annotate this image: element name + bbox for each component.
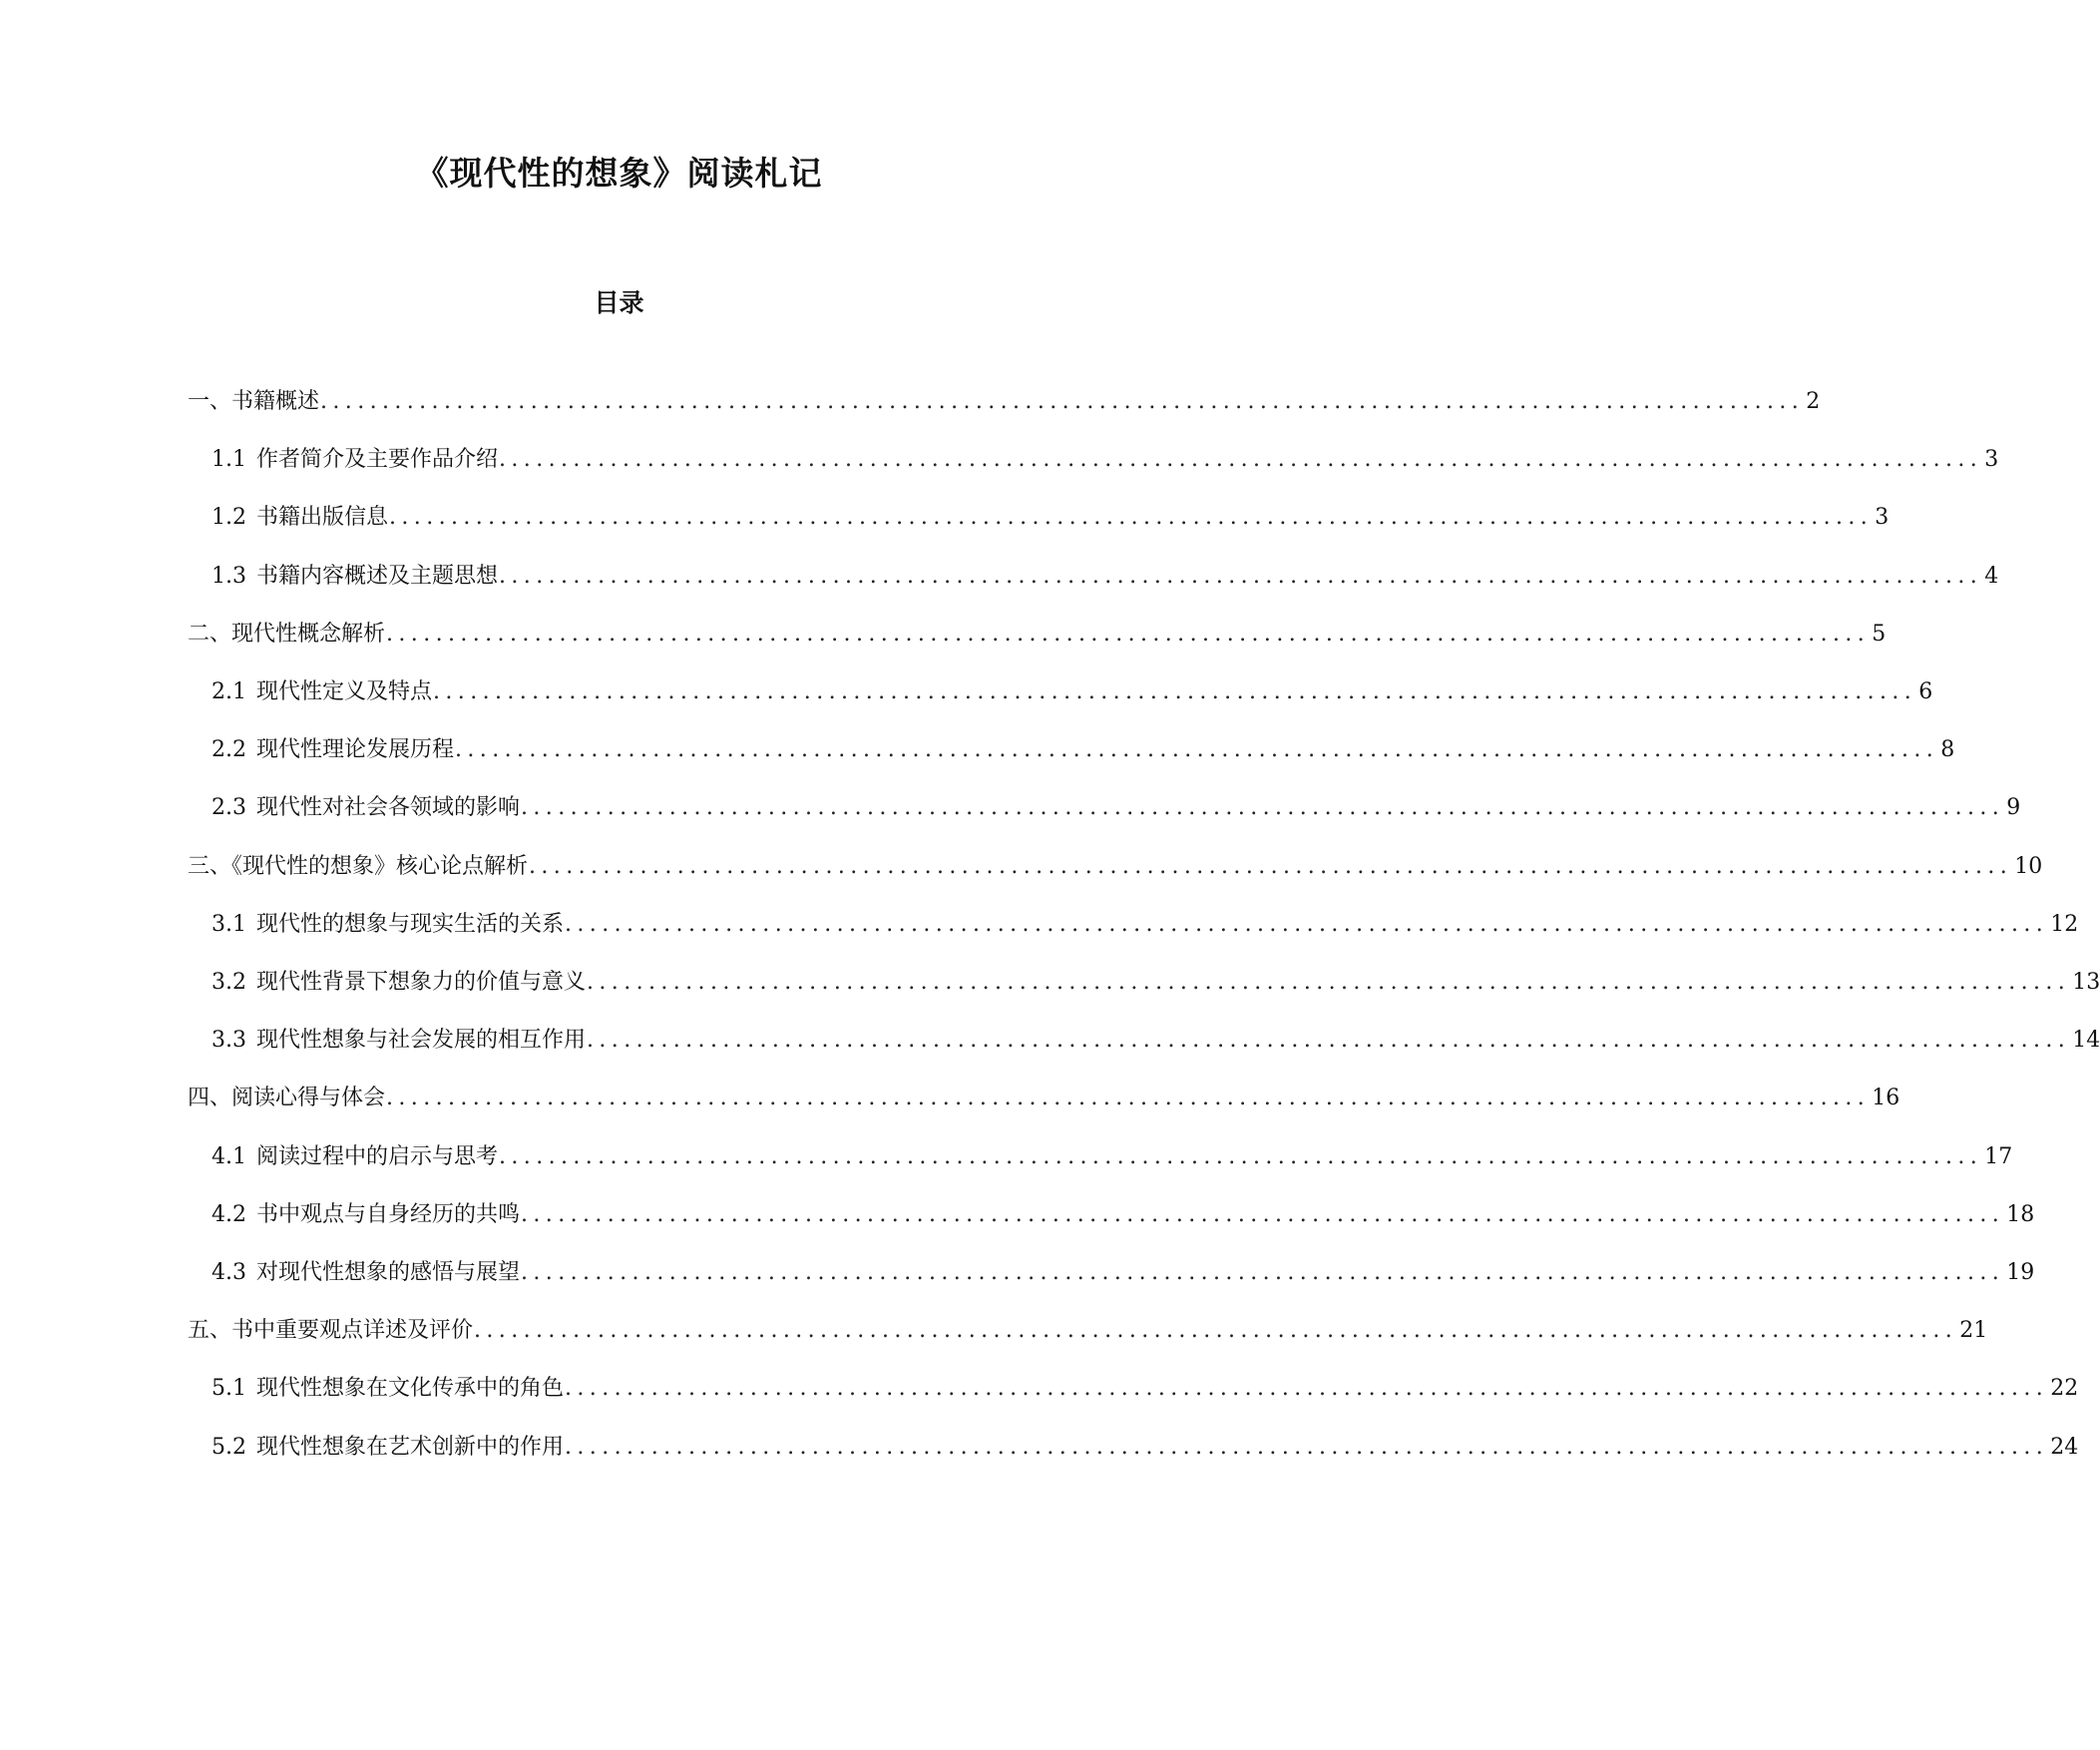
toc-entry[interactable] [211, 1372, 2079, 1406]
toc-entry-label: 现代性定义及特点 [256, 679, 433, 704]
toc-dot-leader: ........................................................................................................................ [587, 970, 2071, 995]
toc-entry[interactable] [211, 791, 2021, 825]
toc-entry-number: 1.2 [211, 505, 246, 531]
toc-dot-leader: ........................................................................................................................ [455, 737, 1939, 763]
toc-entry-label: 四、阅读心得与体会 [188, 1086, 386, 1111]
toc-entry[interactable] [211, 1024, 2100, 1058]
toc-entry-page-number: 12 [2050, 911, 2079, 937]
toc-entry-label: 书中观点与自身经历的共鸣 [256, 1201, 521, 1227]
toc-entry[interactable] [211, 560, 1999, 594]
toc-entry-label: 阅读过程中的启示与思考 [256, 1143, 499, 1169]
toc-entry-page-number: 16 [1872, 1086, 1900, 1111]
toc-entry-page-number: 18 [2006, 1201, 2035, 1227]
toc-entry-label: 现代性的想象与现实生活的关系 [256, 911, 565, 937]
toc-entry[interactable] [188, 1082, 1900, 1115]
toc-entry-page-number: 17 [1984, 1143, 2013, 1169]
toc-dot-leader: ........................................................................................................................ [433, 679, 1917, 704]
toc-entry[interactable] [211, 1140, 2013, 1174]
toc-entry[interactable] [188, 1314, 1988, 1348]
toc-dot-leader: ........................................................................................................................ [499, 447, 1983, 473]
toc-entry-label: 书籍出版信息 [256, 505, 389, 531]
toc-entry-page-number: 3 [1984, 447, 1999, 473]
toc-entry-page-number: 4 [1984, 563, 1999, 589]
toc-dot-leader: ........................................................................................................................ [320, 389, 1805, 414]
toc-entry-number: 2.1 [211, 679, 246, 704]
toc-entry[interactable] [211, 501, 1890, 535]
toc-entry-label: 三、《现代性的想象》核心论点解析 [188, 853, 529, 879]
toc-dot-leader: ........................................................................................................................ [521, 1260, 2005, 1285]
toc-entry[interactable] [211, 1256, 2035, 1290]
toc-entry-label: 现代性想象在艺术创新中的作用 [256, 1434, 565, 1460]
document-title: 《现代性的想象》阅读札记 [415, 154, 823, 193]
toc-entry-number: 4.2 [211, 1201, 246, 1227]
toc-entry-page-number: 21 [1959, 1318, 1988, 1344]
toc-entry-label: 现代性想象与社会发展的相互作用 [256, 1028, 587, 1054]
toc-entry-label: 对现代性想象的感悟与展望 [256, 1260, 521, 1285]
toc-dot-leader: ........................................................................................................................ [529, 853, 2013, 879]
toc-entry-label: 书籍内容概述及主题思想 [256, 563, 499, 589]
toc-entry-label: 现代性理论发展历程 [256, 737, 455, 763]
toc-entry-page-number: 8 [1940, 737, 1955, 763]
toc-entry-page-number: 3 [1875, 505, 1890, 531]
toc-entry[interactable] [188, 385, 1821, 419]
toc-dot-leader: ........................................................................................................................ [521, 795, 2005, 821]
toc-dot-leader: ........................................................................................................................ [386, 621, 1871, 647]
toc-entry-page-number: 14 [2072, 1028, 2100, 1054]
toc-dot-leader: ........................................................................................................................ [521, 1201, 2005, 1227]
toc-dot-leader: ........................................................................................................................ [565, 911, 2049, 937]
toc-entry-label: 作者简介及主要作品介绍 [256, 447, 499, 473]
toc-entry-page-number: 13 [2072, 970, 2100, 995]
toc-dot-leader: ........................................................................................................................ [499, 1143, 1983, 1169]
toc-heading: 目录 [594, 288, 644, 317]
toc-entry[interactable] [211, 733, 1955, 767]
toc-entry-number: 1.3 [211, 563, 246, 589]
toc-dot-leader: ........................................................................................................................ [386, 1086, 1871, 1111]
toc-entry-page-number: 9 [2006, 795, 2021, 821]
toc-entry-page-number: 6 [1918, 679, 1933, 704]
toc-entry[interactable] [188, 850, 2043, 884]
toc-entry-number: 2.2 [211, 737, 246, 763]
toc-entry-label: 现代性想象在文化传承中的角色 [256, 1376, 565, 1402]
toc-entry-number: 5.2 [211, 1434, 246, 1460]
toc-entry-number: 3.2 [211, 970, 246, 995]
toc-dot-leader: ........................................................................................................................ [565, 1434, 2049, 1460]
toc-entry-label: 现代性背景下想象力的价值与意义 [256, 970, 587, 995]
toc-entry-page-number: 5 [1872, 621, 1887, 647]
toc-entry[interactable] [211, 1431, 2079, 1465]
toc-entry[interactable] [211, 966, 2100, 1000]
toc-entry-page-number: 10 [2014, 853, 2043, 879]
toc-entry-number: 5.1 [211, 1376, 246, 1402]
toc-entry[interactable] [211, 1198, 2035, 1232]
toc-dot-leader: ........................................................................................................................ [389, 505, 1874, 531]
toc-dot-leader: ........................................................................................................................ [565, 1376, 2049, 1402]
toc-entry-page-number: 22 [2050, 1376, 2079, 1402]
toc-dot-leader: ........................................................................................................................ [474, 1318, 1958, 1344]
toc-entry-number: 3.3 [211, 1028, 246, 1054]
toc-entry-number: 4.1 [211, 1143, 246, 1169]
toc-entry-label: 二、现代性概念解析 [188, 621, 386, 647]
toc-entry-label: 一、书籍概述 [188, 389, 320, 414]
toc-dot-leader: ........................................................................................................................ [587, 1028, 2071, 1054]
toc-entry[interactable] [211, 443, 1999, 477]
toc-dot-leader: ........................................................................................................................ [499, 563, 1983, 589]
toc-entry[interactable] [188, 618, 1887, 652]
toc-entry-number: 1.1 [211, 447, 246, 473]
toc-entry-page-number: 19 [2006, 1260, 2035, 1285]
toc-entry-number: 3.1 [211, 911, 246, 937]
toc-entry[interactable] [211, 675, 1933, 709]
toc-entry-label: 五、书中重要观点详述及评价 [188, 1318, 474, 1344]
toc-entry-label: 现代性对社会各领域的影响 [256, 795, 521, 821]
toc-entry[interactable] [211, 908, 2079, 942]
toc-entry-number: 2.3 [211, 795, 246, 821]
toc-entry-number: 4.3 [211, 1260, 246, 1285]
toc-entry-page-number: 2 [1806, 389, 1821, 414]
toc-entry-page-number: 24 [2050, 1434, 2079, 1460]
